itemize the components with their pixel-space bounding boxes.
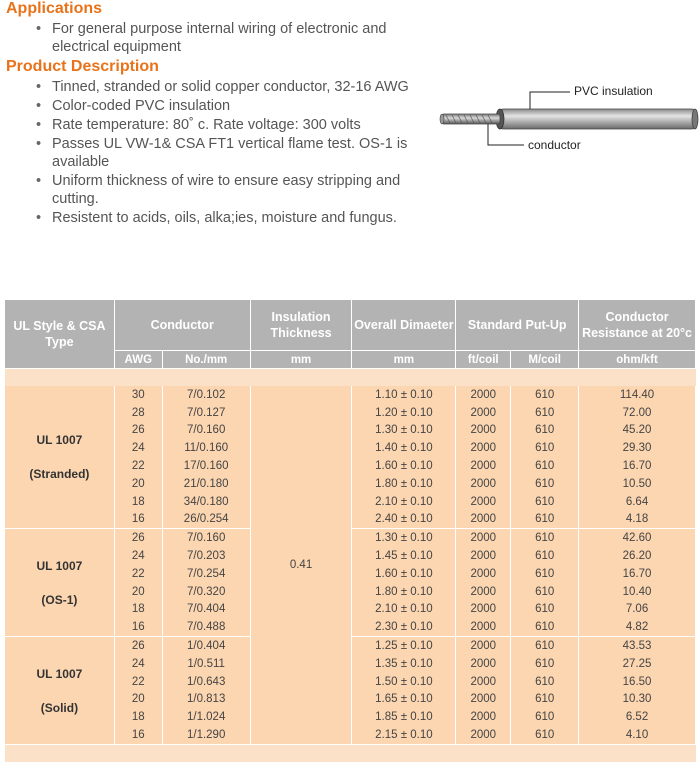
ft-coil-cell: 2000	[456, 691, 511, 709]
overall-diameter-cell: 1.60 ± 0.10	[352, 565, 456, 583]
table-row	[5, 386, 696, 404]
overall-diameter-cell: 2.15 ± 0.10	[352, 726, 456, 744]
m-coil-cell: 610	[511, 511, 579, 529]
header-resistance: Conductor Resistance at 20°c	[579, 300, 696, 351]
resistance-cell: 42.60	[579, 529, 696, 547]
resistance-cell: 26.20	[579, 547, 696, 565]
ul-style-name: UL 1007	[36, 558, 83, 573]
awg-cell: 18	[114, 493, 162, 511]
no-mm-cell: 26/0.254	[162, 511, 250, 529]
m-coil-cell: 610	[511, 655, 579, 673]
awg-cell: 26	[114, 637, 162, 655]
overall-diameter-cell: 1.85 ± 0.10	[352, 708, 456, 726]
awg-cell: 18	[114, 601, 162, 619]
awg-cell: 22	[114, 565, 162, 583]
ft-coil-cell: 2000	[456, 637, 511, 655]
resistance-cell: 27.25	[579, 655, 696, 673]
ft-coil-cell: 2000	[456, 673, 511, 691]
no-mm-cell: 1/1.024	[162, 708, 250, 726]
spacer-row	[5, 369, 696, 387]
applications-title: Applications	[6, 0, 103, 17]
overall-diameter-cell: 1.35 ± 0.10	[352, 655, 456, 673]
overall-diameter-cell: 2.30 ± 0.10	[352, 618, 456, 636]
header-standard-put-up: Standard Put-Up	[456, 300, 579, 351]
m-coil-cell: 610	[511, 618, 579, 636]
table-footer-row	[5, 744, 696, 762]
ft-coil-cell: 2000	[456, 439, 511, 457]
list-item: • Rate temperature: 80˚ c. Rate voltage: 300 volts	[34, 116, 414, 134]
m-coil-cell: 610	[511, 529, 579, 547]
resistance-cell: 4.82	[579, 618, 696, 636]
awg-cell: 24	[114, 547, 162, 565]
list-item: • Resistent to acids, oils, alka;ies, moisture and fungus.	[34, 209, 414, 227]
no-mm-cell: 7/0.127	[162, 404, 250, 422]
m-coil-cell: 610	[511, 637, 579, 655]
overall-diameter-cell: 1.30 ± 0.10	[352, 422, 456, 440]
no-mm-cell: 17/0.160	[162, 457, 250, 475]
resistance-cell: 10.30	[579, 691, 696, 709]
header-ul-style: UL Style & CSA Type	[5, 300, 115, 369]
no-mm-cell: 7/0.254	[162, 565, 250, 583]
resistance-cell: 72.00	[579, 404, 696, 422]
no-mm-cell: 1/1.290	[162, 726, 250, 744]
overall-diameter-cell: 1.80 ± 0.10	[352, 475, 456, 493]
conductor-label: conductor	[528, 138, 581, 152]
ft-coil-cell: 2000	[456, 404, 511, 422]
awg-cell: 18	[114, 708, 162, 726]
awg-cell: 30	[114, 386, 162, 404]
subheader-no-mm: No./mm	[162, 351, 250, 369]
overall-diameter-cell: 1.25 ± 0.10	[352, 637, 456, 655]
m-coil-cell: 610	[511, 457, 579, 475]
no-mm-cell: 11/0.160	[162, 439, 250, 457]
ft-coil-cell: 2000	[456, 547, 511, 565]
ft-coil-cell: 2000	[456, 493, 511, 511]
m-coil-cell: 610	[511, 547, 579, 565]
subheader-diameter-mm: mm	[352, 351, 456, 369]
ft-coil-cell: 2000	[456, 726, 511, 744]
resistance-cell: 4.18	[579, 511, 696, 529]
spec-table	[4, 299, 696, 762]
list-item: • Passes UL VW-1& CSA FT1 vertical flame test. OS-1 is available	[34, 135, 414, 171]
ft-coil-cell: 2000	[456, 475, 511, 493]
subheader-ft-coil: ft/coil	[456, 351, 511, 369]
m-coil-cell: 610	[511, 565, 579, 583]
no-mm-cell: 7/0.203	[162, 547, 250, 565]
header-conductor: Conductor	[114, 300, 250, 351]
m-coil-cell: 610	[511, 439, 579, 457]
resistance-cell: 43.53	[579, 637, 696, 655]
list-item: • Color-coded PVC insulation	[34, 97, 414, 115]
wire-diagram	[438, 80, 700, 160]
ul-style-cell	[5, 386, 115, 529]
m-coil-cell: 610	[511, 475, 579, 493]
subheader-ohm-kft: ohm/kft	[579, 351, 696, 369]
resistance-cell: 4.10	[579, 726, 696, 744]
awg-cell: 20	[114, 691, 162, 709]
overall-diameter-cell: 1.80 ± 0.10	[352, 583, 456, 601]
ul-style-type: (Solid)	[40, 700, 79, 715]
no-mm-cell: 7/0.404	[162, 601, 250, 619]
overall-diameter-cell: 1.30 ± 0.10	[352, 529, 456, 547]
ft-coil-cell: 2000	[456, 422, 511, 440]
no-mm-cell: 7/0.160	[162, 529, 250, 547]
m-coil-cell: 610	[511, 726, 579, 744]
awg-cell: 26	[114, 422, 162, 440]
list-item: • Tinned, stranded or solid copper conductor, 32-16 AWG	[34, 78, 414, 96]
no-mm-cell: 7/0.102	[162, 386, 250, 404]
overall-diameter-cell: 1.20 ± 0.10	[352, 404, 456, 422]
awg-cell: 22	[114, 457, 162, 475]
ft-coil-cell: 2000	[456, 457, 511, 475]
resistance-cell: 6.64	[579, 493, 696, 511]
list-item: • Uniform thickness of wire to ensure easy stripping and cutting.	[34, 172, 414, 208]
no-mm-cell: 7/0.320	[162, 583, 250, 601]
no-mm-cell: 34/0.180	[162, 493, 250, 511]
list-item: • For general purpose internal wiring of electronic and electrical equipment	[34, 20, 434, 56]
ft-coil-cell: 2000	[456, 618, 511, 636]
m-coil-cell: 610	[511, 673, 579, 691]
applications-list	[34, 20, 434, 56]
subheader-insulation-mm: mm	[250, 351, 352, 369]
resistance-cell: 16.70	[579, 565, 696, 583]
awg-cell: 20	[114, 475, 162, 493]
ul-style-type: (OS-1)	[41, 592, 78, 607]
ul-style-cell	[5, 529, 115, 637]
no-mm-cell: 7/0.160	[162, 422, 250, 440]
ft-coil-cell: 2000	[456, 565, 511, 583]
overall-diameter-cell: 1.10 ± 0.10	[352, 386, 456, 404]
resistance-cell: 7.06	[579, 601, 696, 619]
ul-style-name: UL 1007	[36, 433, 83, 448]
no-mm-cell: 1/0.813	[162, 691, 250, 709]
product-description-title: Product Description	[6, 58, 159, 75]
no-mm-cell: 21/0.180	[162, 475, 250, 493]
awg-cell: 16	[114, 511, 162, 529]
ul-style-name: UL 1007	[36, 666, 83, 681]
m-coil-cell: 610	[511, 422, 579, 440]
m-coil-cell: 610	[511, 708, 579, 726]
overall-diameter-cell: 2.40 ± 0.10	[352, 511, 456, 529]
awg-cell: 24	[114, 439, 162, 457]
overall-diameter-cell: 2.10 ± 0.10	[352, 493, 456, 511]
subheader-awg: AWG	[114, 351, 162, 369]
m-coil-cell: 610	[511, 691, 579, 709]
pvc-insulation-label: PVC insulation	[574, 84, 653, 98]
resistance-cell: 114.40	[579, 386, 696, 404]
subheader-m-coil: M/coil	[511, 351, 579, 369]
m-coil-cell: 610	[511, 404, 579, 422]
ul-style-type: (Stranded)	[29, 467, 90, 482]
ft-coil-cell: 2000	[456, 601, 511, 619]
overall-diameter-cell: 1.40 ± 0.10	[352, 439, 456, 457]
no-mm-cell: 1/0.511	[162, 655, 250, 673]
m-coil-cell: 610	[511, 493, 579, 511]
resistance-cell: 45.20	[579, 422, 696, 440]
overall-diameter-cell: 1.65 ± 0.10	[352, 691, 456, 709]
resistance-cell: 29.30	[579, 439, 696, 457]
product-description-list	[34, 78, 414, 228]
ft-coil-cell: 2000	[456, 583, 511, 601]
header-insulation: Insulation Thickness	[250, 300, 352, 351]
awg-cell: 28	[114, 404, 162, 422]
awg-cell: 26	[114, 529, 162, 547]
resistance-cell: 16.70	[579, 457, 696, 475]
awg-cell: 16	[114, 726, 162, 744]
ft-coil-cell: 2000	[456, 386, 511, 404]
resistance-cell: 10.50	[579, 475, 696, 493]
overall-diameter-cell: 2.10 ± 0.10	[352, 601, 456, 619]
m-coil-cell: 610	[511, 386, 579, 404]
no-mm-cell: 1/0.404	[162, 637, 250, 655]
ft-coil-cell: 2000	[456, 655, 511, 673]
resistance-cell: 10.40	[579, 583, 696, 601]
ft-coil-cell: 2000	[456, 708, 511, 726]
resistance-cell: 6.52	[579, 708, 696, 726]
no-mm-cell: 1/0.643	[162, 673, 250, 691]
ul-style-cell	[5, 637, 115, 745]
ft-coil-cell: 2000	[456, 511, 511, 529]
m-coil-cell: 610	[511, 601, 579, 619]
no-mm-cell: 7/0.488	[162, 618, 250, 636]
overall-diameter-cell: 1.60 ± 0.10	[352, 457, 456, 475]
ft-coil-cell: 2000	[456, 529, 511, 547]
insulation-thickness-cell: 0.41	[250, 386, 352, 744]
overall-diameter-cell: 1.50 ± 0.10	[352, 673, 456, 691]
m-coil-cell: 610	[511, 583, 579, 601]
overall-diameter-cell: 1.45 ± 0.10	[352, 547, 456, 565]
awg-cell: 24	[114, 655, 162, 673]
header-overall-diameter: Overall Dimaeter	[352, 300, 456, 351]
awg-cell: 20	[114, 583, 162, 601]
spec-table-body	[5, 369, 696, 762]
awg-cell: 22	[114, 673, 162, 691]
resistance-cell: 16.50	[579, 673, 696, 691]
awg-cell: 16	[114, 618, 162, 636]
